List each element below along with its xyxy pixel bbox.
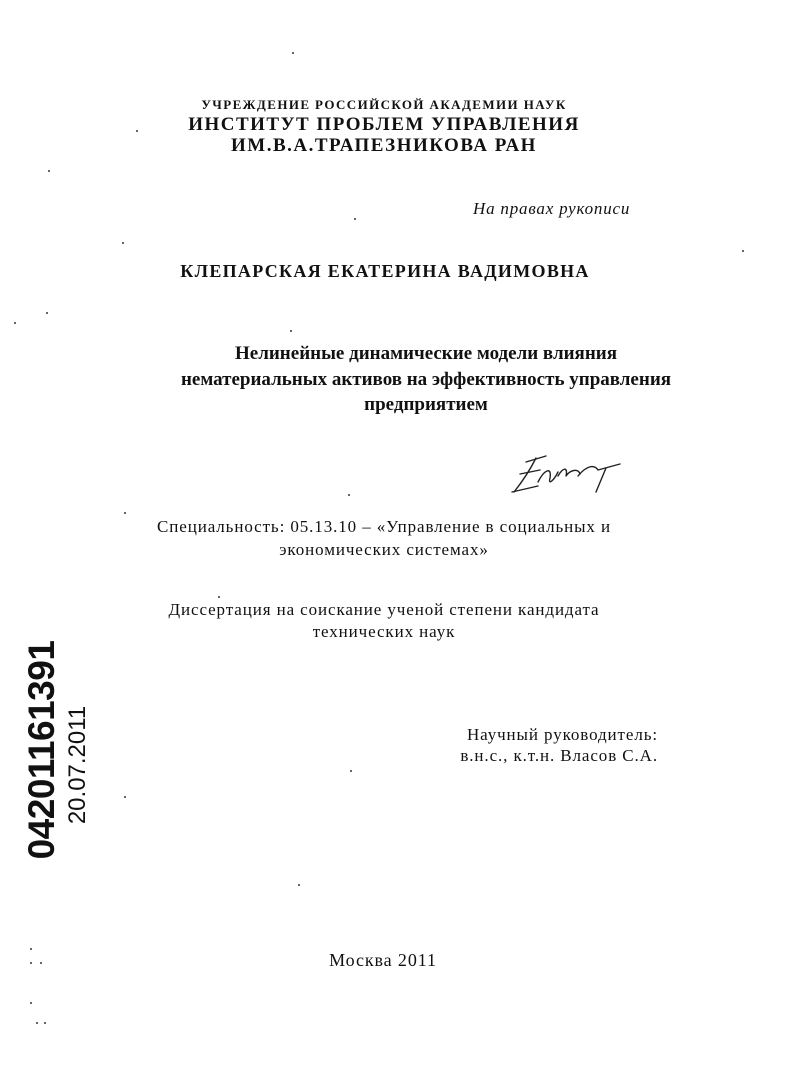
- scan-speck: [122, 242, 124, 244]
- scan-speck: [30, 948, 32, 950]
- scan-speck: [14, 322, 16, 324]
- supervisor-name: в.н.с., к.т.н. Власов С.А.: [460, 746, 658, 765]
- scan-speck: [218, 596, 220, 598]
- scan-speck: [36, 1022, 38, 1024]
- scan-speck: [30, 962, 32, 964]
- scan-speck: [48, 170, 50, 172]
- dissertation-line-1: Диссертация на соискание ученой степени кандидата: [168, 600, 600, 619]
- scan-speck: [298, 884, 300, 886]
- thesis-title-line-1: Нелинейные динамические модели влияния: [234, 343, 618, 364]
- scan-speck: [124, 796, 126, 798]
- scan-speck: [290, 330, 292, 332]
- scan-speck: [292, 52, 294, 54]
- scan-speck: [136, 130, 138, 132]
- scan-speck: [30, 1002, 32, 1004]
- scan-speck: [348, 494, 350, 496]
- dissertation-line-2: технических наук: [312, 622, 456, 641]
- thesis-title-line-2: нематериальных активов на эффективность управления: [180, 369, 672, 390]
- scan-speck: [46, 312, 48, 314]
- institution-line-1: УЧРЕЖДЕНИЕ РОССИЙСКОЙ АКАДЕМИИ НАУК: [201, 97, 567, 112]
- scan-speck: [40, 962, 42, 964]
- city-year: Москва 2011: [329, 950, 437, 970]
- supervisor-label: Научный руководитель:: [466, 725, 658, 744]
- scan-speck: [742, 250, 744, 252]
- scan-speck: [350, 770, 352, 772]
- institution-line-2: ИНСТИТУТ ПРОБЛЕМ УПРАВЛЕНИЯ: [188, 114, 580, 135]
- thesis-title-line-3: предприятием: [364, 394, 488, 415]
- scan-speck: [124, 512, 126, 514]
- author-signature: [508, 452, 628, 497]
- library-stamp-code: 04201161391: [21, 640, 62, 860]
- scan-speck: [44, 1022, 46, 1024]
- specialty-line-2: экономических системах»: [279, 540, 489, 559]
- institution-line-3: ИМ.В.А.ТРАПЕЗНИКОВА РАН: [231, 135, 537, 156]
- manuscript-note: На правах рукописи: [473, 199, 631, 218]
- specialty-line-1: Специальность: 05.13.10 – «Управление в социальных и: [157, 517, 611, 536]
- author-name: КЛЕПАРСКАЯ ЕКАТЕРИНА ВАДИМОВНА: [180, 261, 590, 281]
- scan-speck: [354, 218, 356, 220]
- library-stamp-date: 20.07.2011: [64, 705, 91, 825]
